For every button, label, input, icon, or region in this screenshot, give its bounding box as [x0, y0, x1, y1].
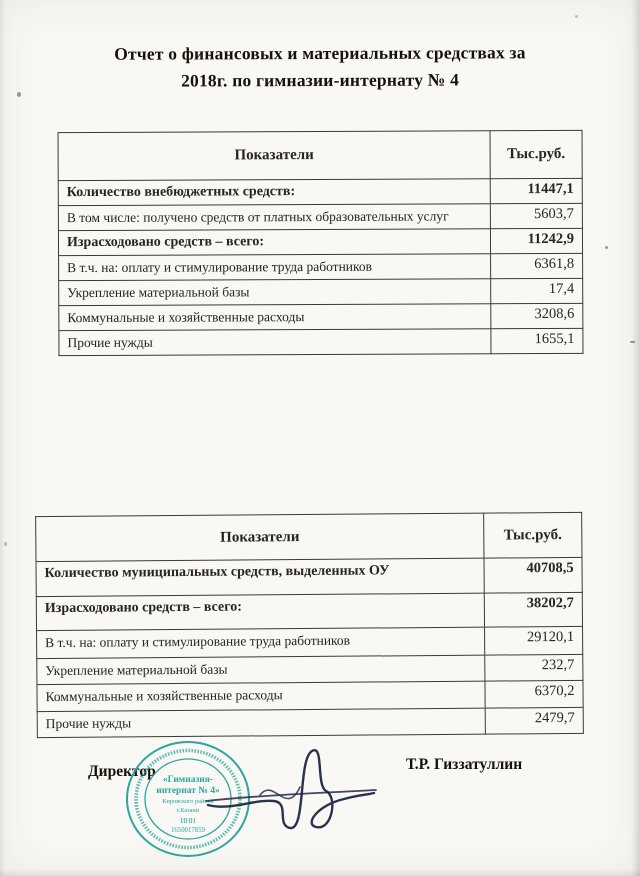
scan-edge-shadow	[0, 0, 5, 876]
handwritten-signature	[202, 733, 382, 855]
scan-edge-shadow	[631, 0, 640, 876]
table-header-row	[36, 512, 582, 561]
row-label: Количество внебюджетных средств:	[58, 179, 490, 206]
row-label: Укрепление материальной базы	[59, 279, 491, 306]
row-label: Прочие нужды	[59, 329, 491, 356]
table-row	[59, 253, 583, 280]
table-row	[59, 303, 583, 330]
row-label: Коммунальные и хозяйственные расходы	[37, 681, 485, 712]
table-row	[37, 626, 583, 658]
row-value: 232,7	[485, 654, 583, 681]
extrabudget-funds-table	[58, 130, 584, 356]
title-line-1: Отчет о финансовых и материальных средствах за	[114, 42, 526, 64]
table-row	[59, 278, 583, 305]
stamp-inn-number: 1650017859	[171, 827, 205, 834]
col-header-indicators: Показатели	[36, 513, 484, 562]
stamp-org-line-2: интернат № 4»	[156, 786, 220, 796]
scan-speck	[605, 246, 608, 249]
row-value: 11447,1	[490, 178, 582, 203]
table-row	[58, 228, 582, 255]
stamp-inn-label: ИНН	[180, 818, 196, 825]
row-label: Прочие нужды	[37, 708, 485, 738]
row-label: Коммунальные и хозяйственные расходы	[59, 304, 491, 331]
scan-speck	[4, 542, 7, 546]
col-header-amount: Тыс.руб.	[490, 130, 582, 178]
table-row	[58, 203, 582, 230]
row-value: 5603,7	[490, 203, 582, 228]
scan-speck	[630, 341, 635, 343]
row-label: В том числе: получено средств от платных образовательных услуг	[58, 204, 490, 231]
row-label: Количество муниципальных средств, выделенных ОУ	[36, 558, 484, 597]
director-name: Т.Р. Гиззатуллин	[406, 756, 523, 773]
table-row	[36, 592, 582, 630]
row-value: 17,4	[491, 278, 583, 303]
row-label: В т.ч. на: оплату и стимулирование труда работников	[37, 627, 485, 659]
row-value: 29120,1	[485, 626, 583, 655]
table-row	[59, 328, 583, 355]
stamp-district-line: Кировского района	[162, 798, 214, 805]
row-value: 6361,8	[491, 253, 583, 278]
row-label: Израсходовано средств – всего:	[58, 229, 490, 256]
row-value: 2479,7	[485, 707, 583, 734]
table-row	[58, 178, 582, 205]
scan-speck	[575, 15, 578, 18]
table-row	[37, 680, 583, 711]
row-value: 6370,2	[485, 680, 583, 708]
row-value: 1655,1	[491, 328, 583, 353]
municipal-funds-table	[35, 512, 584, 738]
scan-edge-shadow	[0, 869, 640, 876]
col-header-amount: Тыс.руб.	[484, 512, 582, 558]
director-label: Директор	[88, 763, 156, 780]
row-value: 38202,7	[484, 592, 582, 627]
scan-speck	[17, 92, 21, 97]
stamp-city-line: г.Казани	[176, 807, 200, 814]
row-value: 40708,5	[484, 557, 582, 593]
col-header-indicators: Показатели	[58, 131, 490, 181]
stamp-org-line-1: «Гимназия-	[162, 775, 214, 785]
row-value: 3208,6	[491, 303, 583, 328]
document-title	[58, 39, 582, 95]
table-header-row	[58, 130, 582, 180]
title-line-2: 2018г. по гимназии-интернату № 4	[181, 69, 460, 91]
signature-graphic	[202, 733, 382, 855]
row-label: В т.ч. на: оплату и стимулирование труда работников	[59, 254, 491, 281]
row-value: 11242,9	[490, 228, 582, 253]
row-label: Израсходовано средств – всего:	[36, 593, 484, 631]
table-row	[36, 557, 582, 596]
row-label: Укрепление материальной базы	[37, 655, 485, 685]
